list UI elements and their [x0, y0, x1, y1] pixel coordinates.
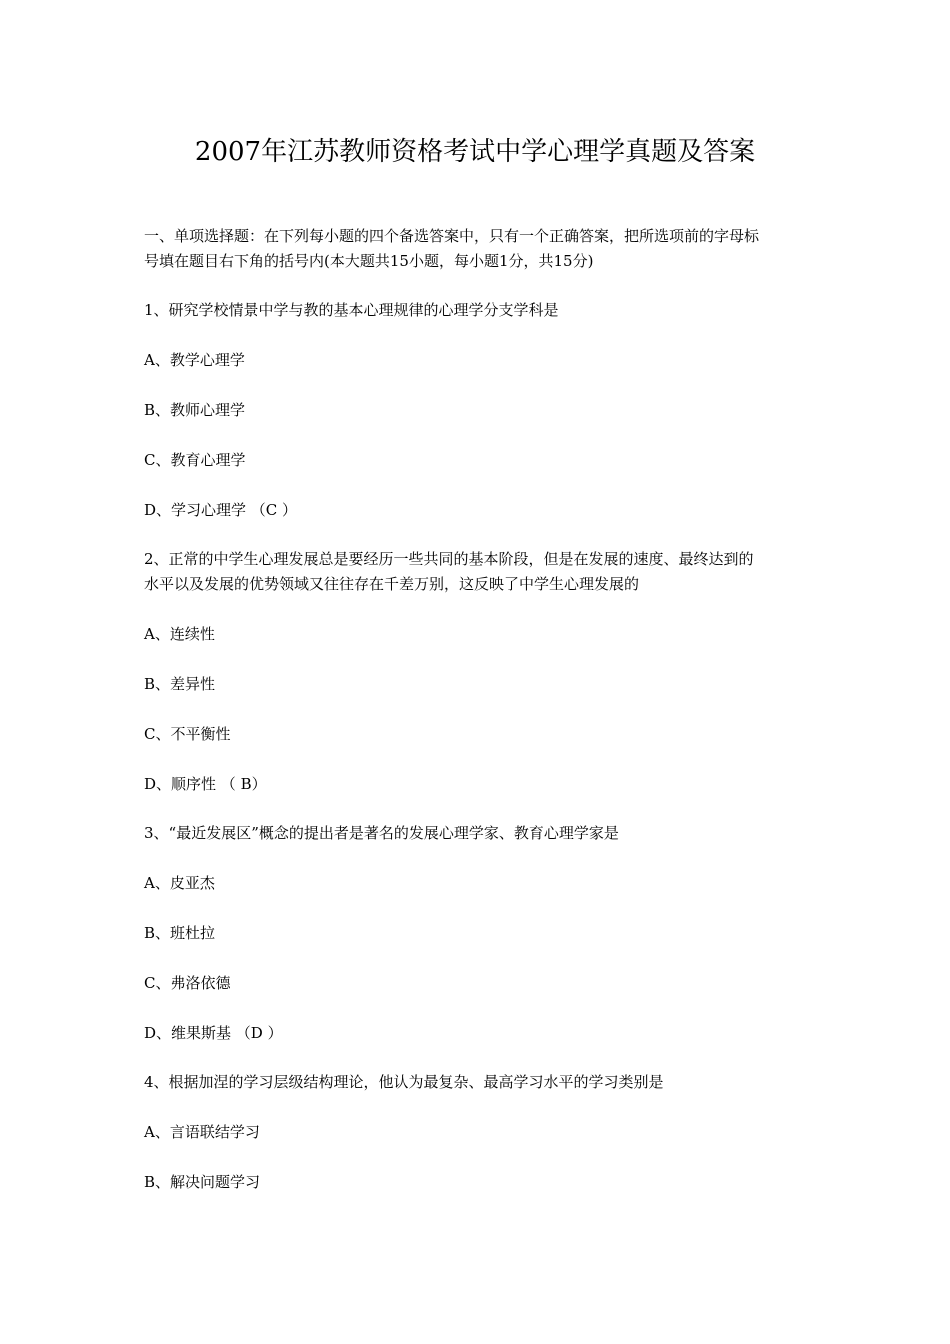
document-title: 2007年江苏教师资格考试中学心理学真题及答案: [194, 137, 756, 167]
question-1-stem: 1、研究学校情景中学与教的基本心理规律的心理学分支学科是: [144, 301, 559, 319]
question-2-option-d: D、顺序性 （ B）: [144, 775, 267, 793]
question-2-stem-line-2: 水平以及发展的优势领域又往往存在千差万别，这反映了中学生心理发展的: [144, 575, 640, 593]
question-1-option-c: C、教育心理学: [144, 451, 246, 469]
question-3-option-c: C、弗洛依德: [144, 974, 231, 992]
question-4-option-a: A、言语联结学习: [144, 1123, 260, 1141]
question-3-stem: 3、“最近发展区”概念的提出者是著名的发展心理学家、教育心理学家是: [144, 824, 619, 842]
section-intro-line-2: 号填在题目右下角的括号内(本大题共15小题，每小题1分，共15分): [144, 252, 594, 270]
question-2-stem-line-1: 2、正常的中学生心理发展总是要经历一些共同的基本阶段，但是在发展的速度、最终达到的: [144, 550, 754, 568]
question-1-option-b: B、教师心理学: [144, 401, 246, 419]
question-2-option-a: A、连续性: [144, 625, 215, 643]
question-2-option-b: B、差异性: [144, 675, 216, 693]
section-intro-line-1: 一、单项选择题：在下列每小题的四个备选答案中，只有一个正确答案，把所选项前的字母标: [144, 227, 760, 245]
question-3-option-b: B、班杜拉: [144, 924, 216, 942]
question-4-stem: 4、根据加涅的学习层级结构理论，他认为最复杂、最高学习水平的学习类别是: [144, 1073, 664, 1091]
question-1-option-a: A、教学心理学: [144, 351, 245, 369]
question-3-option-a: A、皮亚杰: [144, 874, 215, 892]
question-3-option-d: D、维果斯基 （D ）: [144, 1024, 283, 1042]
question-1-option-d: D、学习心理学 （C ）: [144, 501, 298, 519]
question-2-option-c: C、不平衡性: [144, 725, 231, 743]
question-4-option-b: B、解决问题学习: [144, 1173, 261, 1191]
